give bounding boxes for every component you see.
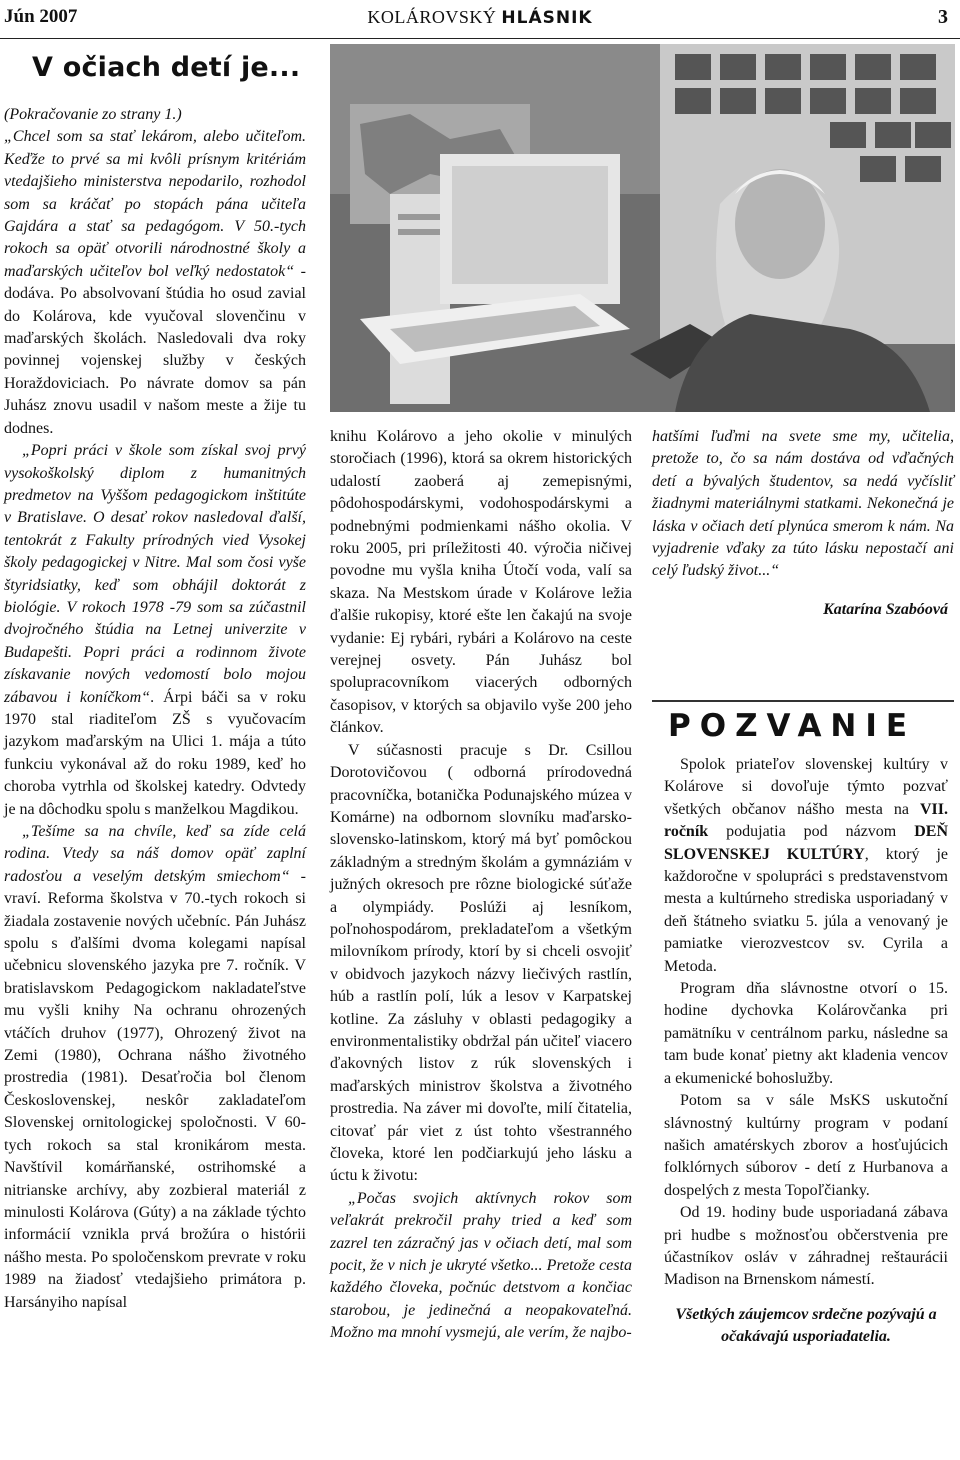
page-number: 3: [938, 6, 948, 28]
quote: „Počas svojich aktívnych rokov som veľakrát prekročil prahy tried a keď som zazrel ten zázračný jas v očiach detí, mal som pocit, že v nich je ukryté všetko... Pretože cesta každého človeka, počnúc detstvom a končiac starobou, je jedinečná a neopakovateľná. Možno ma mnohí vysmejú, ale verím, že najbo-: [330, 1189, 632, 1342]
photo-illustration: [330, 44, 955, 412]
paragraph: [4, 126, 306, 440]
text: , ktorý je každoročne v spolupráci s predstavenstvom mesta a kultúrneho strediska usporiadaný v deň štátneho sviatku 5. júla a venovaný je pamiatke vierozvestcov sv. Cyrila a Metoda.: [664, 845, 948, 975]
newspaper-name: [0, 7, 960, 28]
article-column-1: [4, 104, 306, 1314]
paragraph: V súčasnosti pracuje s Dr. Csillou Dorotovičovou ( odborná prírodovedná pracovníčka, botanička Podunajského múzea v Komárne) na odbornom slovníku maďarsko-slovensko-latinskom, ktorý má byť pomôckou základným a stredným školám a gymnáziám v južných okresoch pre rôzne biologické súťaže a olympiády. Poslúži aj lesníkom, poľnohospodárom, prekladateľom a všetkým milovníkom prírody, ktorí by si chceli osvojiť v obidvoch jazykoch názvy liečivých rastlín, húb a rastlín polí, lúk a lesov v Karpatskej kotline. Za zásluhy v oblasti pedagogiky a environmentalistiky obdržal pán učiteľ viacero ďakovných listov z rúk slovenských i maďarských ministrov školstva a životného prostredia. Na záver mi dovoľte, milí čitatelia, citovať pár viet z úst tohto všestranného človeka, ktoré len podčiarkujú jeho lásku a úctu k životu:: [330, 741, 632, 1185]
paragraph: [4, 821, 306, 1314]
newspaper-name-part1: KOLÁROVSKÝ: [367, 7, 497, 27]
article-column-3: [652, 426, 954, 621]
text: - dodáva. Po absolvovaní štúdia ho osud zavial do Kolárova, kde vyučoval slovenčinu v maďarských školách. Nasledovali dva roky povinnej vojenskej služby v českých Horaždoviciach. Po návrate domov sa pán Juhász znovu usadil v našom meste a žije tu dodnes.: [4, 262, 307, 437]
paragraph: Od 19. hodiny bude usporiadaná zábava pri hudbe s možnosťou občerstvenia pre účastníkov osláv v záhradnej reštaurácii Madison na Brnenskom námestí.: [664, 1204, 948, 1289]
paragraph: [4, 440, 306, 821]
quote: „Chcel som sa stať lekárom, alebo učiteľom. Keďže to prvé sa mi kvôli prísnym kritériám vtedajšieho ministerstva nepodarilo, rozhodol som sa kráčať po stopách pána učiteľa Gajdára a stať sa pedagógom. V 50.-tych rokoch sa opäť otvorili národnostné školy a maďarských učiteľov bol veľký nedostatok“: [4, 128, 306, 280]
paragraph: [664, 754, 948, 978]
paragraph: Program dňa slávnostne otvorí o 15. hodine dychovka Kolárovčanka pri pamätníku v centrálnom parku, následne sa tam bude konať pietny akt kladenia vencov a ekumenické bohoslužby.: [664, 980, 948, 1087]
paragraph: Potom sa v sále MsKS uskutoční slávnostný kultúrny program v podaní našich amatérskych zborov a hosťujúcich folklórnych súborov - detí z Hurbanova a dospelých z mesta Topoľčianky.: [664, 1092, 948, 1199]
author-name: Katarína Szabóová: [823, 600, 948, 618]
text: -vraví. Reforma školstva v 70.-tych rokoch si žiadala zostavenie nových učebníc. Pán Juhász spolu s ďalšími dvoma kolegami napísal učebnicu slovenského jazyka pre 7. ročník. V bratislavskom Pedagogickom nakladateľstve mu vyšli knihy Na ochranu ohrozených vtáčích druhov (1977), Ohrozený život na Zemi (1980), Ochrana nášho životného prostredia (1981). Desaťročia bol členom Československej, neskôr zakladateľom Slovenskej ornitologickej spoločnosti. V 60-tych rokoch sa stal kronikárom mesta. Navštívil komárňanské, ostrihomské a nitrianske archívy, aby zozbieral materiál z minulosti Kolárova (Gúty) a na základe týchto informácií vznikla prvá brožúra o histórii nášho mesta. Po spoločenskom prevrate v roku 1989 na žiadosť vtedajšieho primátora p. Harsányiho napísal: [4, 867, 307, 1311]
continuation-note: (Pokračovanie zo strany 1.): [4, 106, 182, 123]
invitation-box: [652, 700, 954, 1442]
closing-line: Všetkých záujemcov srdečne pozývajú a očakávajú usporiadatelia.: [675, 1305, 937, 1346]
page-header: [0, 0, 960, 39]
paragraph: knihu Kolárovo a jeho okolie v minulých storočiach (1996), ktorá sa okrem historických udalostí zaoberá aj zemepisnými, pôdohospodárskymi, vodohospodárskymi a podnebnými podmienkami nášho okolia. V roku 2005, pri príležitosti 40. výročia ničivej povodne mu vyšla kniha Útočí voda, valí sa skaza. Na Mestskom úrade v Kolárove ležia ďalšie rukopisy, ktoré ešte len čakajú na svoje vydanie: Ej rybári, rybári a Kolárovo na ceste verejnej osvety. Pán Juhász bol spolupracovníkom viacerých odborných časopisov, v ktorých sa objavilo vyše 200 jeho článkov.: [330, 428, 632, 737]
invitation-heading: POZVANIE: [668, 708, 917, 744]
article-column-2: [330, 426, 632, 1345]
text: . Árpi báči sa v roku 1970 stal riaditeľom ZŠ s vyučovacím jazykom maďarským na Ulici 1. mája a túto funkciu vykonával až do roku 1989, keď ho choroba vytrhla od školskej katedry. Odvtedy je na dôchodku spolu s manželkou Magdikou.: [4, 688, 306, 818]
text: Spolok priateľov slovenskej kultúry v Kolárove si dovoľuje týmto pozvať všetkých občanov nášho mesta na: [664, 756, 948, 818]
portrait-photo: [330, 44, 955, 412]
edition: VII. ročník: [664, 800, 948, 841]
article-title: V očiach detí je...: [32, 52, 301, 83]
newspaper-name-part2: HLÁSNIK: [501, 8, 593, 28]
event-name: DEŇ SLOVENSKEJ KULTÚRY: [664, 823, 948, 863]
quote: „Tešíme sa na chvíle, keď sa zíde celá rodina. Vtedy sa náš domov opäť zaplní radosťou a veselým detským smiechom“: [4, 823, 306, 885]
text: podujatia pod názvom: [708, 823, 915, 841]
quote: hatšími ľuďmi na svete sme my, učitelia, pretože to, čo sa nám dostáva od vďačných detí a bývalých študentov, sa nedá vyčísliť žiadnymi materiálnymi statkami. Nekonečná je láska v očiach detí plynúca smerom k nám. Na vyjadrenie vďaky za túto lásku nepostačí ani celý ľudský život...“: [652, 428, 954, 580]
issue-date: Jún 2007: [4, 6, 78, 27]
quote: „Popri práci v škole som získal svoj prvý vysokoškolský diplom z humanitných predmetov na Vyššom pedagogickom inštitúte v Bratislave. O desať rokov nasledoval ďalší, tentokrát z Fakulty prírodných vied Vysokej školy pedagogickej v Nitre. Mal som čosi vyše štyridsiatky, keď som obhájil doktorát z biológie. V rokoch 1978 -79 som sa zúčastnil dvojročného štúdia na Letnej univerzite v Budapešti. Popri práci a rodinnom živote získavanie nových vedomostí bolo mojou zábavou i koníčkom“: [4, 442, 306, 706]
invitation-body: [664, 754, 948, 1349]
